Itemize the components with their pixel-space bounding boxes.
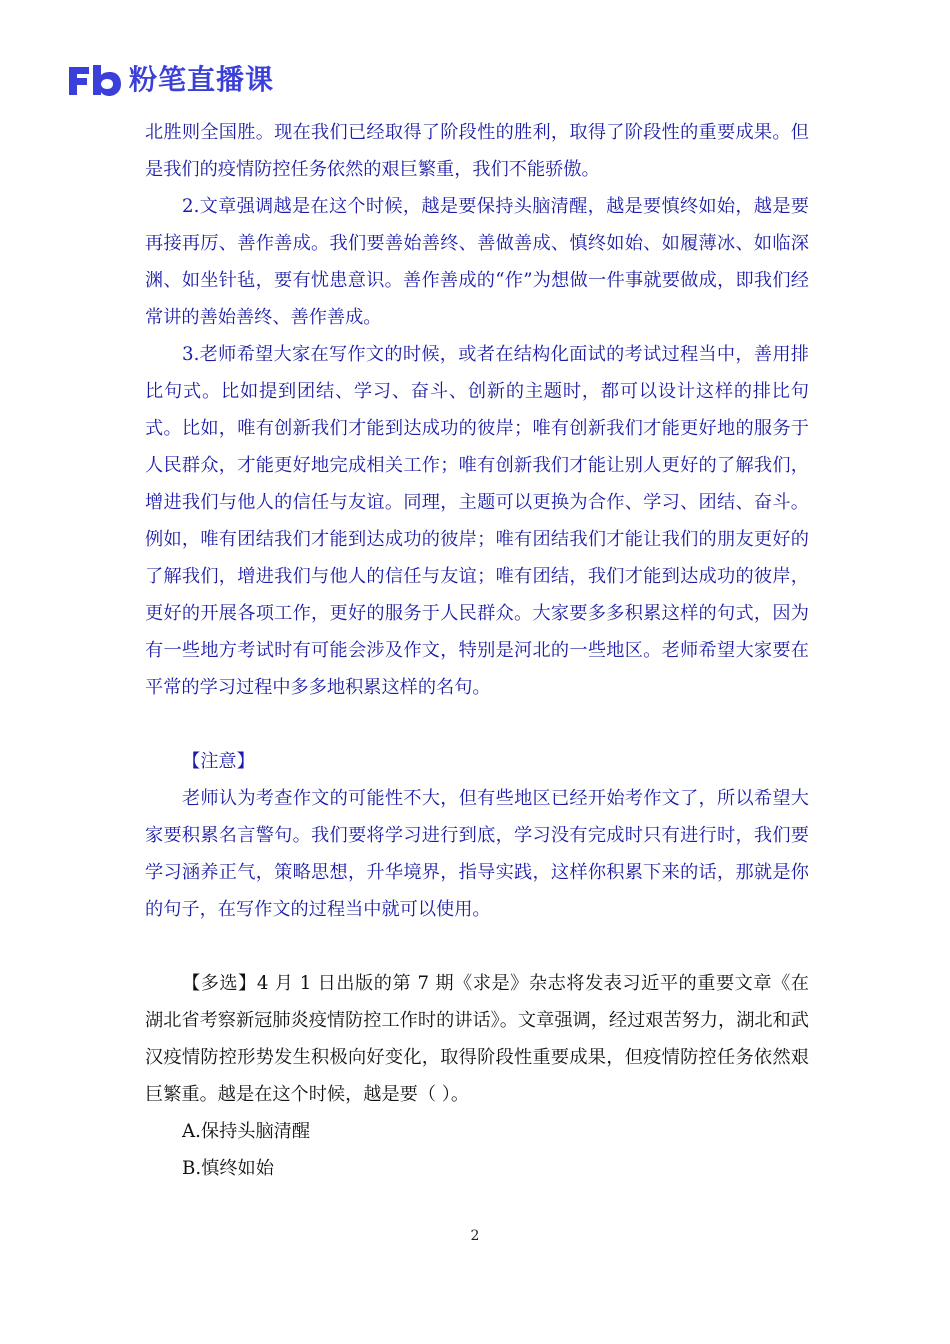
page-number: 2 (470, 1228, 480, 1244)
question-stem: 【多选】4 月 1 日出版的第 7 期《求是》杂志将发表习近平的重要文章《在湖北省考察新冠肺炎疫情防控工作时的讲话》。文章强调，经过艰苦努力，湖北和武汉疫情防控形势发生积极向好变化，取得阶段性重要成果，但疫情防控任务依然艰巨繁重。越是在这个时候，越是要（ ）。 (145, 973, 809, 1105)
attention-body: 老师认为考查作文的可能性不大，但有些地区已经开始考作文了，所以希望大家要积累名言警句。我们要将学习进行到底，学习没有完成时只有进行时，我们要学习涵养正气，策略思想，升华境界，指导实践，这样你积累下来的话，那就是你的句子，在写作文的过程当中就可以使用。 (145, 788, 809, 920)
question-option-b: B.慎终如始 (182, 1158, 274, 1179)
note-paragraph-2: 2.文章强调越是在这个时候，越是要保持头脑清醒，越是要慎终如始，越是要再接再厉、善作善成。我们要善始善终、善做善成、慎终如始、如履薄冰、如临深渊、如坐针毡，要有忧患意识。善作善成的“作”为想做一件事就要做成，即我们经常讲的善始善终、善作善成。 (145, 196, 809, 328)
note-paragraph-1: 北胜则全国胜。现在我们已经取得了阶段性的胜利，取得了阶段性的重要成果。但是我们的疫情防控任务依然的艰巨繁重，我们不能骄傲。 (145, 122, 809, 180)
note-paragraph-3: 3.老师希望大家在写作文的时候，或者在结构化面试的考试过程当中，善用排比句式。比如提到团结、学习、奋斗、创新的主题时，都可以设计这样的排比句式。比如，唯有创新我们才能到达成功的彼岸；唯有创新我们才能更好地的服务于人民群众，才能更好地完成相关工作；唯有创新我们才能让别人更好的了解我们，增进我们与他人的信任与友谊。同理，主题可以更换为合作、学习、团结、奋斗。例如，唯有团结我们才能到达成功的彼岸；唯有团结我们才能让我们的朋友更好的了解我们，增进我们与他人的信任与友谊；唯有团结，我们才能到达成功的彼岸，更好的开展各项工作，更好的服务于人民群众。大家要多多积累这样的句式，因为有一些地方考试时有可能会涉及作文，特别是河北的一些地区。老师希望大家要在平常的学习过程中多多地积累这样的名句。 (145, 344, 809, 698)
question-option-a: A.保持头脑清醒 (182, 1121, 311, 1142)
brand-name: 粉笔直播课 (129, 63, 275, 96)
document-body (145, 114, 809, 1187)
fb-logo-icon (67, 63, 123, 97)
header (67, 60, 274, 100)
attention-heading: 【注意】 (182, 751, 255, 772)
